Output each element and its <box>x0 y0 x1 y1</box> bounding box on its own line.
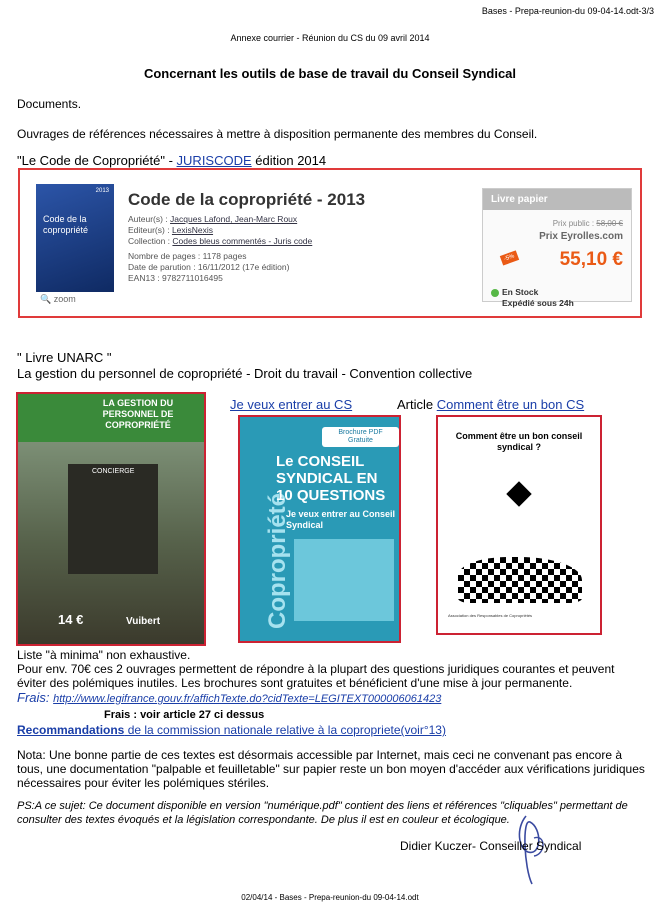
eviter-text: éviter des polémiques inutiles. Les brochures sont gratuites et bénéficient d'une mise à jour permanente. <box>17 676 573 690</box>
collection-label: Collection : <box>128 236 173 246</box>
zoom-link[interactable] <box>40 294 76 305</box>
recommandations-line <box>17 723 446 737</box>
prix-eyrolles-label: Prix Eyrolles.com <box>539 231 623 242</box>
brochure-cover[interactable] <box>238 415 401 643</box>
img2-brochure: Brochure PDF Gratuite <box>322 427 399 447</box>
cover-year: 2013 <box>95 188 109 194</box>
collection-link[interactable]: Codes bleus commentés - Juris code <box>172 236 313 246</box>
frais-label: Frais: <box>17 690 54 705</box>
article-line <box>397 397 584 412</box>
frais-article: Frais : voir article 27 ci dessus <box>104 709 265 721</box>
page-subtitle: Annexe courrier - Réunion du CS du 09 avril 2014 <box>230 33 430 43</box>
diamond-icon <box>506 481 531 506</box>
discount-badge: -5% <box>500 250 519 265</box>
cover-title: Code de la copropriété <box>43 214 89 235</box>
recommandations-rest[interactable]: de la commission nationale relative à la copropriete(voir°13) <box>124 723 446 737</box>
prix-public-value: 58,00 € <box>596 219 623 228</box>
code-line <box>17 153 326 168</box>
liste-text: Liste "à minima" non exhaustive. <box>17 648 191 662</box>
juriscode-link[interactable]: JURISCODE <box>176 153 252 168</box>
book-meta <box>128 214 312 284</box>
prix-public <box>553 219 623 228</box>
ouvrages-text: Ouvrages de références nécessaires à mettre à disposition permanente des membres du Conseil. <box>17 127 538 141</box>
img2-vertical: Copropriété <box>264 492 291 629</box>
code-suffix: édition 2014 <box>251 153 327 168</box>
legifrance-link[interactable]: http://www.legifrance.gouv.fr/affichTexte.do?cidTexte=LEGITEXT000006061423 <box>53 693 442 705</box>
book-ean: EAN13 : 9782711016495 <box>128 273 223 283</box>
unarc-book-cover[interactable] <box>16 392 206 646</box>
documents-heading: Documents. <box>17 97 82 111</box>
img1-price: 14 € <box>58 612 84 627</box>
pour-text: Pour env. 70€ ces 2 ouvrages permettent de répondre à la plupart des questions juridiques courantes et peuvent <box>17 662 615 676</box>
frais-line <box>17 690 441 705</box>
footer-text: 02/04/14 - Bases - Prepa-reunion-du 09-04-14.odt <box>241 893 419 902</box>
magnifier-icon: 🔍 <box>40 294 52 304</box>
book-date: Date de parution : 16/11/2012 (17e édition) <box>128 262 290 272</box>
book-pages: Nombre de pages : 1178 pages <box>128 251 247 261</box>
book-screenshot <box>18 168 642 318</box>
nota-line-1: Nota: Une bonne partie de ces textes est désormais accessible par Internet, mais ceci ne convenant pas encore à <box>17 748 623 762</box>
unarc-subtitle: La gestion du personnel de copropriété - Droit du travail - Convention collective <box>17 366 473 381</box>
entrer-cs-link[interactable] <box>230 397 352 412</box>
book-title: Code de la copropriété - 2013 <box>128 190 366 209</box>
bon-cs-cover[interactable] <box>436 415 602 635</box>
nota-line-2: tous, une documentation "palpable et feuilletable" sur papier reste un bon moyen d'accéder aux vérifications juridiques <box>17 762 645 776</box>
price-header: Livre papier <box>483 189 631 210</box>
code-prefix: "Le Code de Copropriété" - <box>17 153 177 168</box>
stock-label: En Stock <box>502 287 539 297</box>
recommandations-link[interactable]: Recommandations <box>17 723 125 737</box>
shipping-label: Expédié sous 24h <box>502 298 574 308</box>
cover-door <box>68 464 158 574</box>
entrer-cs-link-text[interactable]: Je veux entrer au CS <box>230 397 353 412</box>
editeur-link[interactable]: LexisNexis <box>171 225 214 235</box>
checkerboard-illustration <box>458 557 582 603</box>
page-title: Concernant les outils de base de travail du Conseil Syndical <box>143 66 517 81</box>
price-value: 55,10 € <box>559 249 623 270</box>
auteurs-label: Auteur(s) : <box>128 214 171 224</box>
price-box <box>482 188 632 308</box>
img2-title: Le CONSEIL SYNDICAL EN 10 QUESTIONS <box>276 453 386 504</box>
prix-public-label: Prix public : <box>552 219 597 228</box>
ps-line-1: PS:A ce sujet: Ce document disponible en version "numérique.pdf" contient des liens et références "cliquables" permettant de <box>17 800 628 812</box>
img1-publisher: Vuibert <box>126 616 161 627</box>
signature-text: Didier Kuczer- Conseiller Syndical <box>400 839 582 853</box>
book-cover[interactable] <box>36 184 114 292</box>
header-filename: Bases - Prepa-reunion-du 09-04-14.odt-3/3 <box>481 6 654 16</box>
ps-line-2: consulter des textes évoqués et la législation correspondante. De plus il est en couleur et écologique. <box>17 814 510 826</box>
img1-title: LA GESTION DU PERSONNEL DE COPROPRIÉTÉ <box>102 398 174 430</box>
nota-line-3: nécessaires pour éviter les polémiques stériles. <box>17 776 270 790</box>
building-illustration <box>294 539 394 621</box>
article-prefix: Article <box>397 397 437 412</box>
bon-cs-link[interactable]: Comment être un bon CS <box>436 397 585 412</box>
zoom-label: zoom <box>53 294 76 304</box>
editeur-label: Editeur(s) : <box>128 225 172 235</box>
img3-title: Comment être un bon conseil syndical ? <box>455 431 583 452</box>
img2-subtitle: Je veux entrer au Conseil Syndical <box>286 509 396 530</box>
img1-sign: CONCIERGE <box>92 468 135 475</box>
auteurs-link[interactable]: Jacques Lafond, Jean-Marc Roux <box>170 214 298 224</box>
img3-footer: Association des Responsables de Copropriétés <box>448 613 533 618</box>
unarc-title: " Livre UNARC " <box>17 350 112 365</box>
stock-status <box>491 287 574 309</box>
in-stock-icon <box>491 289 499 297</box>
